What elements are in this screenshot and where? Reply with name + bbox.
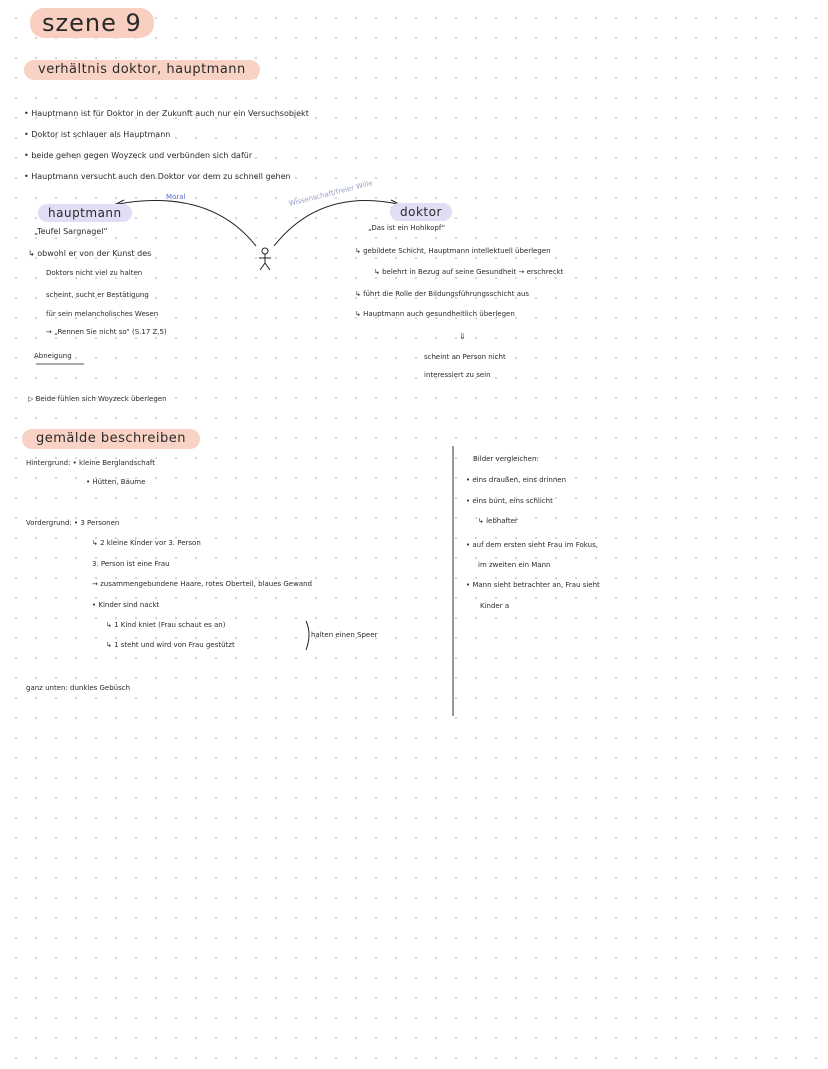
compare-line: ↳ lebhafter bbox=[478, 517, 518, 525]
bullet-text: Doktor ist schlauer als Hauptmann bbox=[31, 130, 171, 139]
section-heading-gemaelde: gemälde beschreiben bbox=[22, 429, 200, 449]
doktor-line: scheint an Person nicht bbox=[424, 353, 506, 361]
bullet-1: • Hauptmann ist für Doktor in der Zukunft auch nur ein Versuchsobjekt bbox=[24, 109, 309, 118]
compare-heading: Bilder vergleichen: bbox=[473, 455, 539, 463]
gemaelde-line: Vordergrund: • 3 Personen bbox=[26, 519, 120, 527]
compare-line: • auf dem ersten sieht Frau im Fokus, bbox=[466, 541, 598, 549]
arc-label-wissenschaft: Wissenschaft/freier Wille bbox=[288, 179, 374, 208]
compare-line: • Mann sieht betrachter an, Frau sieht bbox=[466, 581, 600, 589]
doktor-arrow: ⇓ bbox=[459, 332, 466, 341]
gemaelde-line: • Kinder sind nackt bbox=[92, 601, 160, 609]
gemaelde-line: ↳ 2 kleine Kinder vor 3. Person bbox=[92, 539, 201, 547]
gemaelde-line: ganz unten: dunkles Gebüsch bbox=[26, 684, 131, 692]
section-heading-verhaeltnis: verhältnis doktor, hauptmann bbox=[24, 60, 260, 80]
doktor-line: ↳ Hauptmann auch gesundheitlich überlegen bbox=[355, 310, 515, 318]
compare-line: • eins draußen, eins drinnen bbox=[466, 476, 567, 484]
compare-line: im zweiten ein Mann bbox=[478, 561, 551, 569]
hauptmann-line: → „Rennen Sie nicht so“ (S.17 Z.5) bbox=[46, 328, 167, 336]
hauptmann-abneigung: Abneigung bbox=[34, 352, 72, 360]
hauptmann-line: ↳ obwohl er von der Kunst des bbox=[28, 249, 152, 258]
hauptmann-line: scheint, sucht er Bestätigung bbox=[46, 291, 149, 299]
bullet-2: • Doktor ist schlauer als Hauptmann bbox=[24, 130, 171, 139]
stick-figure-icon bbox=[259, 248, 271, 270]
label-doktor: doktor bbox=[390, 203, 452, 221]
doktor-line: „Das ist ein Hohlkopf“ bbox=[368, 224, 446, 232]
bullet-4: • Hauptmann versucht auch den Doktor vor dem zu schnell gehen bbox=[24, 172, 291, 181]
arc-label-moral: Moral bbox=[166, 193, 186, 201]
doktor-line: ↳ gebildete Schicht, Hauptmann intellektuell überlegen bbox=[355, 247, 551, 255]
gemaelde-line: ↳ 1 Kind kniet (Frau schaut es an) bbox=[106, 621, 226, 629]
bullet-text: Hauptmann ist für Doktor in der Zukunft auch nur ein Versuchsobjekt bbox=[31, 109, 309, 118]
gemaelde-line: Hintergrund: • kleine Berglandschaft bbox=[26, 459, 155, 467]
hauptmann-line: „Teufel Sargnagel“ bbox=[34, 227, 108, 236]
hauptmann-line: Doktors nicht viel zu halten bbox=[46, 269, 143, 277]
hauptmann-line: für sein melancholisches Wesen bbox=[46, 310, 159, 318]
gemaelde-line: • Hütten, Bäume bbox=[86, 478, 146, 486]
bullet-text: beide gehen gegen Woyzeck und verbünden sich dafür bbox=[31, 151, 253, 160]
doktor-line: ↳ führt die Rolle der Bildungsführungsschicht aus bbox=[355, 290, 530, 298]
doktor-line: ↳ belehrt in Bezug auf seine Gesundheit → erschreckt bbox=[374, 268, 564, 276]
compare-line: • eins bunt, eins schlicht bbox=[466, 497, 553, 505]
conclusion: ▷ Beide fühlen sich Woyzeck überlegen bbox=[28, 395, 167, 403]
bullet-text: Hauptmann versucht auch den Doktor vor dem zu schnell gehen bbox=[31, 172, 291, 181]
gemaelde-line: → zusammengebundene Haare, rotes Oberteil, blaues Gewand bbox=[92, 580, 313, 588]
gemaelde-line: halten einen Speer bbox=[311, 631, 378, 639]
page-title: szene 9 bbox=[30, 8, 154, 38]
gemaelde-line: 3. Person ist eine Frau bbox=[92, 560, 170, 568]
doktor-line: interessiert zu sein bbox=[424, 371, 491, 379]
bullet-3: • beide gehen gegen Woyzeck und verbünden sich dafür bbox=[24, 151, 253, 160]
gemaelde-line: ↳ 1 steht und wird von Frau gestützt bbox=[106, 641, 235, 649]
compare-line: Kinder a bbox=[480, 602, 510, 610]
label-hauptmann: hauptmann bbox=[38, 204, 132, 222]
